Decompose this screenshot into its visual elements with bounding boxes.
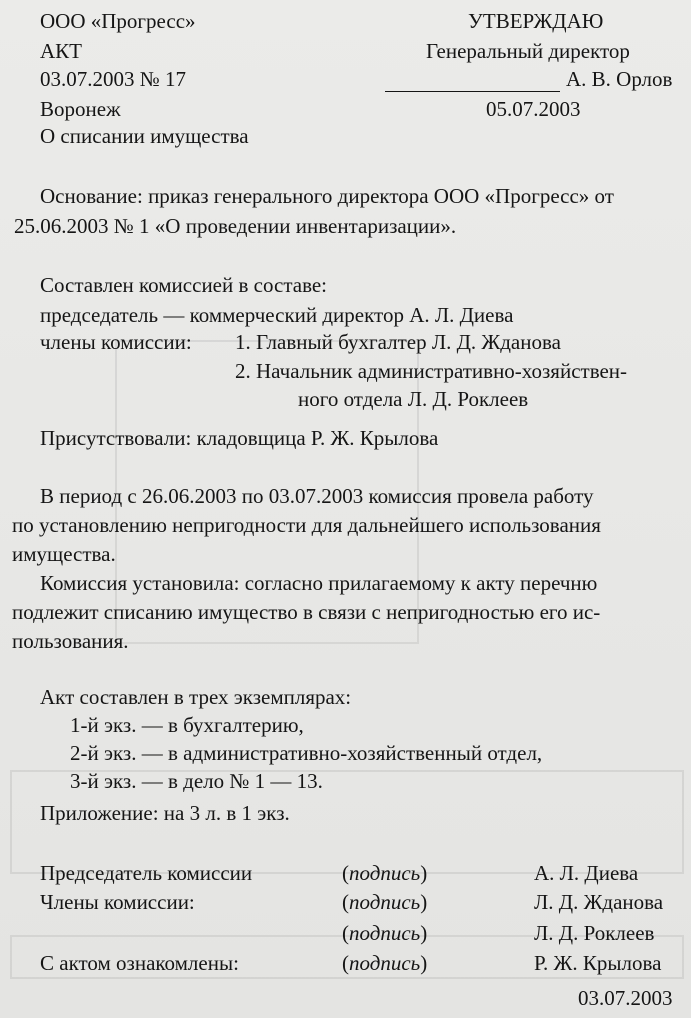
approver-signature-row bbox=[385, 66, 672, 92]
signature-word: подпись bbox=[349, 921, 421, 945]
commission-member-2-line-1: 2. Начальник административно-хозяйствен- bbox=[235, 359, 628, 383]
paragraph-1-line-3: имущества. bbox=[12, 542, 116, 566]
signature-word: подпись bbox=[349, 890, 421, 914]
signature-line bbox=[385, 73, 560, 92]
acknowledged-signature-placeholder: (подпись) bbox=[342, 951, 428, 975]
member-2-signature-placeholder: (подпись) bbox=[342, 921, 428, 945]
document-subject: О списании имущества bbox=[40, 124, 249, 148]
acknowledged-signature-name: Р. Ж. Крылова bbox=[534, 951, 662, 975]
chair-signature-name: А. Л. Диева bbox=[534, 861, 639, 885]
copy-3: 3-й экз. — в дело № 1 — 13. bbox=[70, 769, 323, 793]
commission-member-2-line-2: ного отдела Л. Д. Роклеев bbox=[298, 387, 529, 411]
member-1-signature-name: Л. Д. Жданова bbox=[534, 890, 664, 914]
approval-date: 05.07.2003 bbox=[486, 97, 581, 121]
approver-name: А. В. Орлов bbox=[566, 67, 673, 91]
chair-signature-placeholder: (подпись) bbox=[342, 861, 428, 885]
commission-members-label: члены комиссии: bbox=[40, 330, 192, 354]
organization-name: ООО «Прогресс» bbox=[40, 9, 196, 33]
members-signature-label: Члены комиссии: bbox=[40, 890, 195, 914]
member-2-signature-name: Л. Д. Роклеев bbox=[534, 921, 655, 945]
chair-signature-label: Председатель комиссии bbox=[40, 861, 253, 885]
acknowledgement-date: 03.07.2003 bbox=[578, 986, 673, 1010]
paragraph-2-line-1: Комиссия установила: согласно прилагаемому к акту перечню bbox=[40, 571, 598, 595]
present-persons: Присутствовали: кладовщица Р. Ж. Крылова bbox=[40, 426, 439, 450]
paragraph-2-line-2: подлежит списанию имущество в связи с непригодностью его ис- bbox=[12, 600, 601, 624]
approver-position: Генеральный директор bbox=[426, 39, 630, 63]
attachment-note: Приложение: на 3 л. в 1 экз. bbox=[40, 801, 290, 825]
commission-member-1: 1. Главный бухгалтер Л. Д. Жданова bbox=[235, 330, 561, 354]
member-1-signature-placeholder: (подпись) bbox=[342, 890, 428, 914]
paragraph-1-line-1: В период с 26.06.2003 по 03.07.2003 комиссия провела работу bbox=[40, 484, 594, 508]
paragraph-1-line-2: по установлению непригодности для дальнейшего использования bbox=[12, 513, 601, 537]
signature-word: подпись bbox=[349, 861, 421, 885]
commission-chair: председатель — коммерческий директор А. Л. Диева bbox=[40, 303, 514, 327]
acknowledged-label: С актом ознакомлены: bbox=[40, 951, 239, 975]
document-date-number: 03.07.2003 № 17 bbox=[40, 67, 187, 91]
document-type: АКТ bbox=[40, 39, 82, 63]
commission-heading: Составлен комиссией в составе: bbox=[40, 273, 328, 297]
copy-1: 1-й экз. — в бухгалтерию, bbox=[70, 713, 304, 737]
copies-heading: Акт составлен в трех экземплярах: bbox=[40, 685, 352, 709]
paragraph-2-line-3: пользования. bbox=[12, 629, 129, 653]
basis-line-1: Основание: приказ генерального директора ООО «Прогресс» от bbox=[40, 184, 614, 208]
signature-word: подпись bbox=[349, 951, 421, 975]
approval-stamp-title: УТВЕРЖДАЮ bbox=[468, 9, 604, 33]
copy-2: 2-й экз. — в административно-хозяйственный отдел, bbox=[70, 741, 543, 765]
city: Воронеж bbox=[40, 97, 121, 121]
basis-line-2: 25.06.2003 № 1 «О проведении инвентаризации». bbox=[14, 214, 457, 238]
